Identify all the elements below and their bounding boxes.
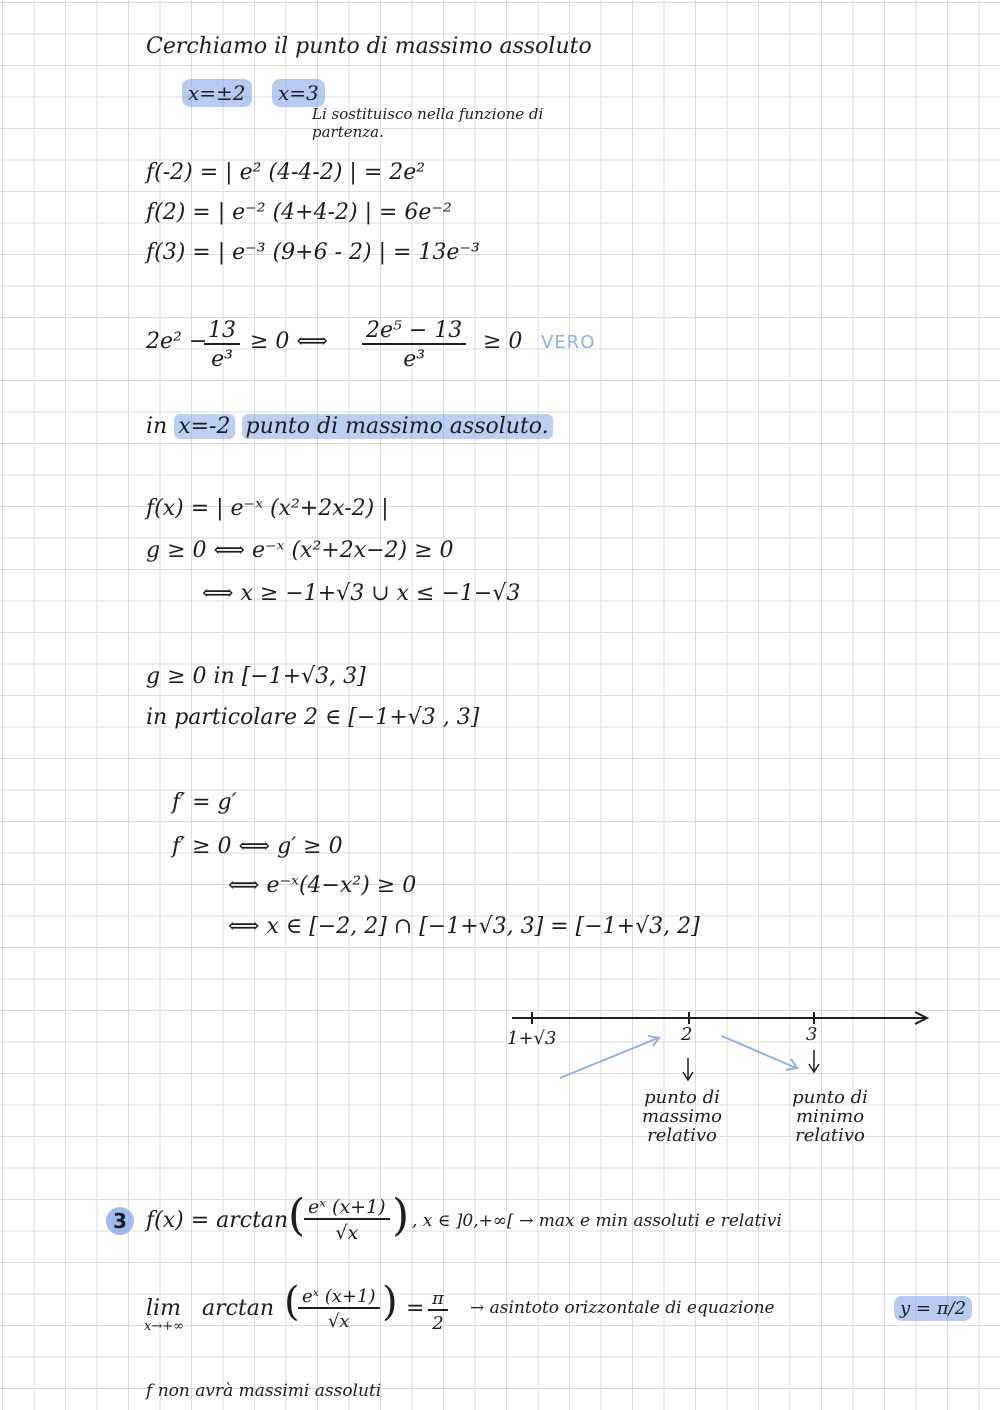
- min-label-line-3: relativo: [795, 1124, 865, 1146]
- increasing-arrow: [560, 1038, 658, 1078]
- comparison-frac2-num: 2e⁵ − 13: [362, 318, 466, 345]
- comparison-right: ≥ 0: [483, 329, 523, 354]
- g-line-3: ⟺ x ≥ −1+√3 ∪ x ≤ −1−√3: [202, 581, 521, 606]
- min-label-line-2: minimo: [795, 1105, 865, 1127]
- limit-paren-open: (: [284, 1279, 300, 1325]
- g-line-2: g ≥ 0 ⟺ e⁻ˣ (x²+2x−2) ≥ 0: [146, 538, 454, 563]
- limit-text: → asintoto orizzontale di equazione: [470, 1298, 775, 1318]
- comparison-left: 2e² −: [146, 329, 208, 354]
- comparison-middle: ≥ 0 ⟺: [250, 329, 328, 354]
- g-line-5: in particolare 2 ∈ [−1+√3 , 3]: [146, 705, 480, 730]
- limit-pi-num: π: [428, 1288, 448, 1311]
- comparison-frac1-num: 13: [204, 318, 240, 345]
- eval-f-minus2: f(-2) = | e² (4-4-2) | = 2e²: [146, 160, 426, 185]
- comparison-frac2-den: e³: [403, 347, 426, 372]
- exercise3-frac-num: eˣ (x+1): [304, 1196, 390, 1220]
- tick-label-3: 3: [806, 1024, 818, 1045]
- limit-fraction: [298, 1286, 380, 1332]
- final-statement: f non avrà massimi assoluti: [146, 1381, 382, 1401]
- candidate-x-pm2: x=±2: [182, 79, 252, 107]
- exercise3-function: f(x) = arctan: [146, 1208, 289, 1233]
- max-label-line-1: punto di: [644, 1087, 720, 1108]
- max-label-line-3: relativo: [647, 1124, 717, 1146]
- tick-label-2: 2: [681, 1024, 693, 1045]
- exercise-number-badge: 3: [106, 1207, 134, 1235]
- conclusion-x-minus2: x=-2: [174, 414, 234, 439]
- verdict-vero: VERO: [541, 332, 596, 353]
- derivative-line-4: ⟺ x ∈ [−2, 2] ∩ [−1+√3, 3] = [−1+√3, 2]: [228, 914, 700, 939]
- derivative-line-2: f′ ≥ 0 ⟺ g′ ≥ 0: [172, 834, 343, 859]
- exercise3-domain: , x ∈ ]0,+∞[ → max e min assoluti e relativi: [412, 1211, 782, 1231]
- limit-subscript: x→+∞: [144, 1319, 184, 1334]
- limit-paren-close: ): [382, 1279, 398, 1325]
- exercise3-paren-open: (: [288, 1190, 306, 1241]
- limit-frac-num: eˣ (x+1): [298, 1286, 380, 1309]
- heading: Cerchiamo il punto di massimo assoluto: [146, 34, 592, 59]
- min-relative-label: [780, 1089, 880, 1146]
- derivative-line-1: f′ = g′: [172, 790, 237, 815]
- limit-frac-den: √x: [327, 1311, 350, 1332]
- eval-f-2: f(2) = | e⁻² (4+4-2) | = 6e⁻²: [146, 200, 452, 225]
- limit-pi-den: 2: [432, 1313, 444, 1334]
- asymptote-highlight: y = π/2: [894, 1296, 972, 1321]
- g-line-1: f(x) = | e⁻ˣ (x²+2x-2) |: [146, 496, 389, 521]
- tick-label-1: 1+√3: [507, 1028, 557, 1049]
- exercise3-paren-close: ): [392, 1190, 410, 1241]
- max-relative-label: [632, 1089, 732, 1146]
- candidate-x-3: x=3: [272, 79, 325, 107]
- limit-arctan: arctan: [202, 1296, 275, 1321]
- limit-pi-fraction: [428, 1288, 448, 1334]
- comparison-frac1-den: e³: [211, 347, 233, 372]
- max-label-line-2: massimo: [642, 1105, 722, 1127]
- limit-equals: =: [406, 1296, 425, 1321]
- eval-f-3: f(3) = | e⁻³ (9+6 - 2) | = 13e⁻³: [146, 240, 480, 265]
- derivative-line-3: ⟺ e⁻ˣ(4−x²) ≥ 0: [228, 873, 417, 898]
- g-line-4: g ≥ 0 in [−1+√3, 3]: [146, 664, 366, 689]
- conclusion-text: punto di massimo assoluto.: [242, 414, 553, 439]
- exercise3-frac-den: √x: [335, 1222, 359, 1244]
- exercise3-fraction: [304, 1196, 390, 1244]
- substitute-note: Li sostituisco nella funzione di partenza.: [312, 105, 544, 141]
- conclusion-prefix: in: [146, 414, 168, 439]
- decreasing-arrow: [722, 1036, 796, 1068]
- min-label-line-1: punto di: [792, 1087, 868, 1108]
- limit-lim: lim: [146, 1296, 181, 1321]
